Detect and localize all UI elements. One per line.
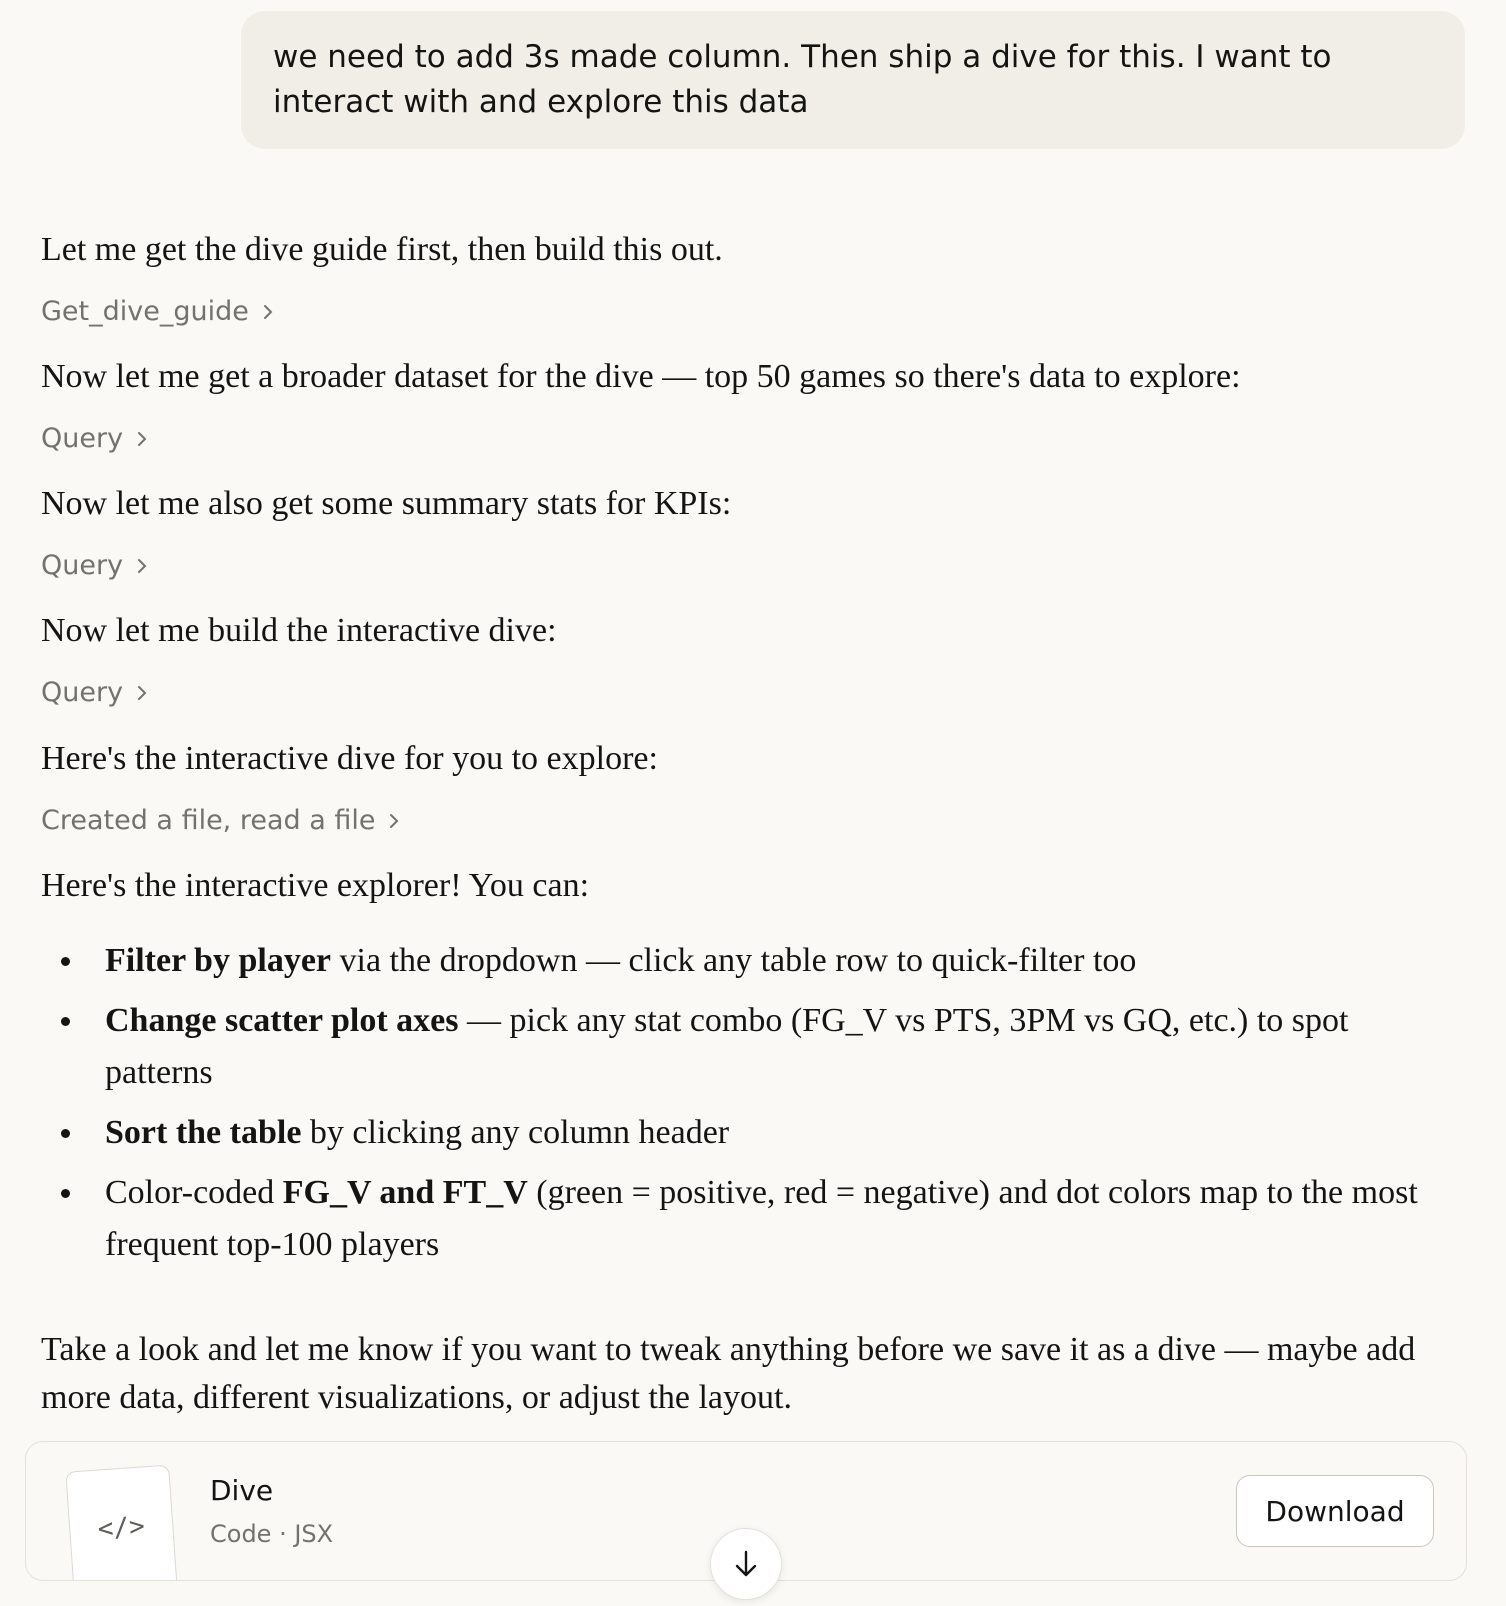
bullet-text: via the dropdown — click any table row to quick-filter too bbox=[331, 942, 1137, 979]
bullet-dot bbox=[61, 1189, 70, 1198]
bullet-bold: Change scatter plot axes bbox=[105, 1002, 459, 1039]
list-item bbox=[41, 1167, 1421, 1271]
chevron-right-icon bbox=[135, 684, 149, 702]
tool-call-query-2[interactable] bbox=[41, 550, 149, 581]
assistant-paragraph-build: Now let me build the interactive dive: bbox=[41, 612, 557, 649]
bullet-dot bbox=[61, 957, 70, 966]
bullet-bold: FG_V and FT_V bbox=[282, 1174, 528, 1211]
bullet-text: — pick any stat combo (FG_V vs PTS, 3PM vs GQ, etc.) to spot patterns bbox=[105, 1002, 1349, 1091]
artifact-subtitle: Code · JSX bbox=[210, 1520, 334, 1548]
tool-call-file-ops[interactable] bbox=[41, 805, 401, 836]
bullet-dot bbox=[61, 1129, 70, 1138]
user-message-text: we need to add 3s made column. Then ship a dive for this. I want to interact with and explore this data bbox=[273, 39, 1332, 120]
chevron-right-icon bbox=[387, 812, 401, 830]
chevron-right-icon bbox=[261, 303, 275, 321]
assistant-closing: Take a look and let me know if you want to tweak anything before we save it as a dive — maybe add more data, different visualizations, or adjust the layout. bbox=[41, 1331, 1416, 1416]
bullet-prefix: Color-coded bbox=[105, 1174, 283, 1211]
bullet-bold: Filter by player bbox=[105, 942, 331, 979]
assistant-paragraph-explorer: Here's the interactive explorer! You can: bbox=[41, 867, 590, 904]
artifact-title: Dive bbox=[210, 1474, 274, 1507]
feature-list bbox=[41, 935, 1421, 1279]
tool-call-label: Get_dive_guide bbox=[41, 296, 249, 327]
bullet-text: by clicking any column header bbox=[301, 1114, 730, 1151]
tool-call-query-3[interactable] bbox=[41, 677, 149, 708]
chevron-right-icon bbox=[135, 430, 149, 448]
assistant-paragraph-dataset: Now let me get a broader dataset for the dive — top 50 games so there's data to explore: bbox=[41, 358, 1241, 395]
tool-call-query-1[interactable] bbox=[41, 423, 149, 454]
list-item bbox=[41, 995, 1421, 1099]
arrow-down-icon bbox=[732, 1548, 760, 1580]
tool-call-get-dive-guide[interactable] bbox=[41, 296, 275, 327]
scroll-to-bottom-button[interactable] bbox=[710, 1528, 782, 1600]
user-message-bubble bbox=[241, 11, 1465, 149]
code-icon: </> bbox=[65, 1465, 179, 1581]
list-item bbox=[41, 1107, 1421, 1159]
assistant-paragraph-kpis: Now let me also get some summary stats for KPIs: bbox=[41, 485, 732, 522]
tool-call-label: Query bbox=[41, 550, 124, 581]
download-button[interactable]: Download bbox=[1236, 1475, 1434, 1547]
bullet-text: (green = positive, red = negative) and dot colors map to the most frequent top-100 players bbox=[105, 1174, 1418, 1263]
tool-call-label: Query bbox=[41, 423, 124, 454]
assistant-paragraph-explore: Here's the interactive dive for you to explore: bbox=[41, 740, 658, 777]
bullet-dot bbox=[61, 1017, 70, 1026]
tool-call-label: Query bbox=[41, 677, 124, 708]
chevron-right-icon bbox=[135, 557, 149, 575]
bullet-bold: Sort the table bbox=[105, 1114, 302, 1151]
list-item bbox=[41, 935, 1421, 987]
tool-call-label: Created a file, read a file bbox=[41, 805, 376, 836]
assistant-intro: Let me get the dive guide first, then build this out. bbox=[41, 231, 723, 268]
